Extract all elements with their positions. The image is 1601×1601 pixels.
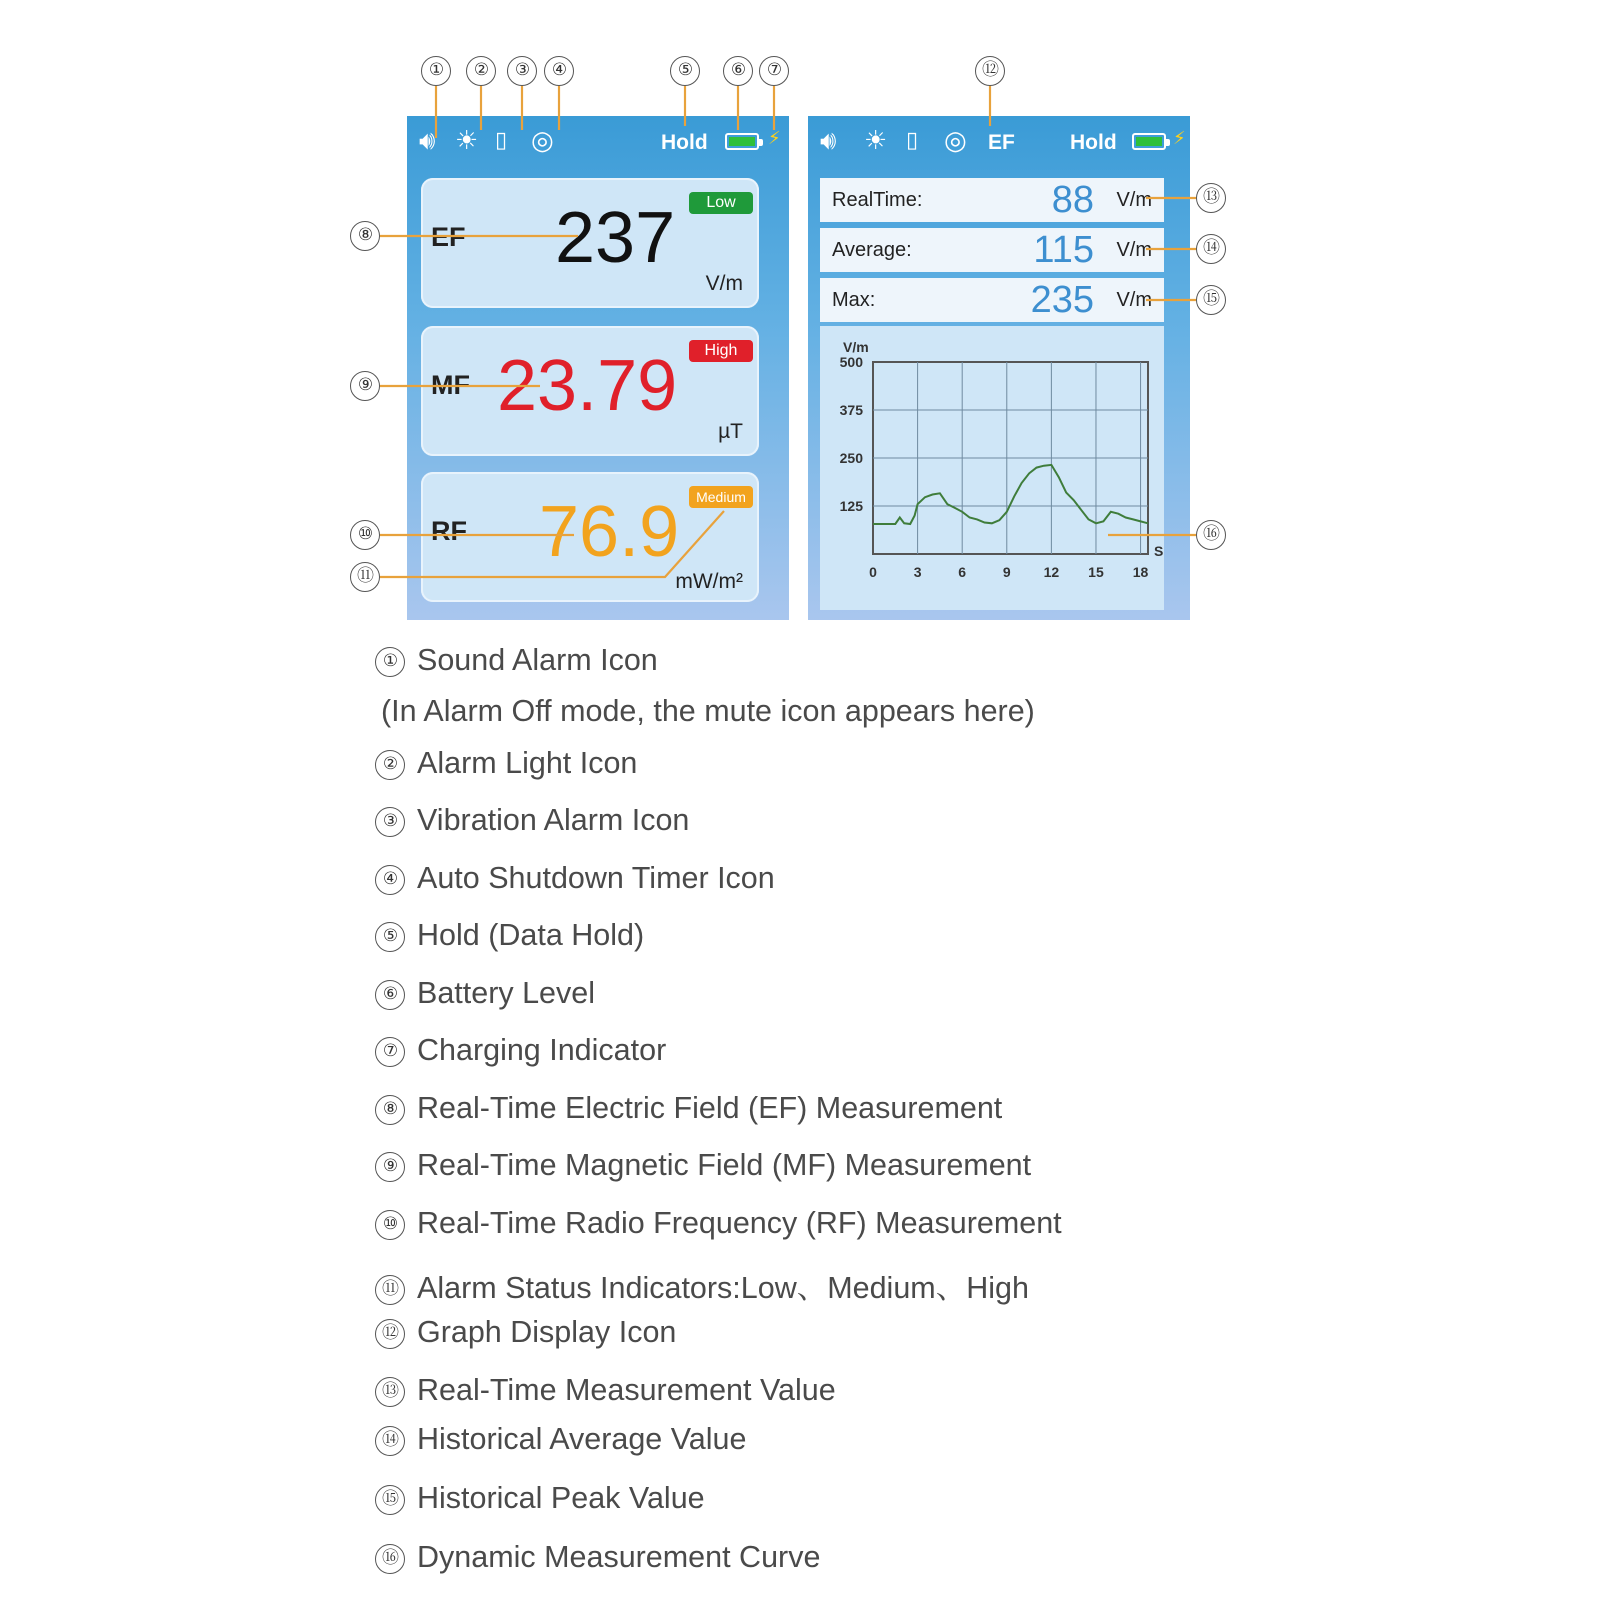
callout-8: ⑧ [350,221,380,251]
bolt-icon: ⚡︎ [1173,128,1186,149]
legend-item [375,861,775,896]
speaker-icon: 🔊︎ [419,126,436,156]
legend-number: ② [375,750,405,780]
legend-item [375,1033,666,1068]
callout-6: ⑥ [723,56,753,86]
callout-13: ⑬ [1196,183,1226,213]
x-tick-label: 15 [1088,564,1104,580]
legend-text: Graph Display Icon [417,1315,677,1349]
legend-item [375,1315,676,1350]
legend-item [375,1091,1002,1126]
legend-text: Historical Average Value [417,1422,747,1456]
timer-icon: ◎ [531,126,554,156]
callout-11: ⑪ [350,562,380,592]
legend-text: Sound Alarm Icon [417,643,658,677]
callout-10: ⑩ [350,520,380,550]
hold-indicator: Hold [661,131,708,154]
y-tick-label: 125 [839,498,863,514]
callout-15: ⑮ [1196,285,1226,315]
legend-text: Dynamic Measurement Curve [417,1540,821,1574]
callout-12: ⑫ [975,56,1005,86]
legend-text: Auto Shutdown Timer Icon [417,861,775,895]
legend-number: ④ [375,865,405,895]
y-tick-label: 500 [839,354,863,370]
legend-number: ⑤ [375,922,405,952]
legend-number: ⑦ [375,1037,405,1067]
legend-text: Hold (Data Hold) [417,918,645,952]
x-tick-label: 3 [913,564,922,580]
rf-unit: mW/m² [675,570,743,593]
x-tick-label: 9 [1002,564,1011,580]
stat-label: RealTime: [832,189,923,211]
legend-number: ⑯ [375,1544,405,1574]
legend-item [375,1263,1029,1307]
legend-item [375,976,595,1011]
measurement-chart [840,339,1164,580]
stat-unit: V/m [1116,239,1152,261]
mf-value: 23.79 [497,346,678,426]
bolt-icon: ⚡︎ [768,128,781,149]
legend-item [375,1422,746,1457]
x-axis-label: S [1154,543,1164,559]
y-axis-label: V/m [843,339,869,355]
legend-item [375,1148,1031,1183]
legend-item [375,1206,1062,1241]
callout-5: ⑤ [670,56,700,86]
timer-icon: ◎ [944,126,967,156]
hold-indicator: Hold [1070,131,1117,154]
callout-16: ⑯ [1196,520,1226,550]
ef-unit: V/m [705,272,743,295]
legend-note: (In Alarm Off mode, the mute icon appears here) [381,694,1035,728]
legend-number: ③ [375,807,405,837]
y-tick-label: 250 [839,450,863,466]
stat-value: 88 [1051,179,1094,221]
legend-number: ⑪ [375,1275,405,1305]
x-tick-label: 12 [1043,564,1060,580]
legend-text: Charging Indicator [417,1033,667,1067]
callout-2: ② [466,56,496,86]
ef-status-badge: Low [689,192,753,214]
stat-unit: V/m [1116,289,1152,311]
legend-number: ⑫ [375,1319,405,1349]
legend-number: ⑭ [375,1426,405,1456]
vibrate-icon: ▯ [495,128,508,153]
legend-text: Battery Level [417,976,596,1010]
legend-number: ① [375,647,405,677]
callout-3: ③ [507,56,537,86]
legend-number: ⑩ [375,1210,405,1240]
legend-text: Alarm Status Indicators:Low、Medium、High [417,1271,1029,1305]
vibrate-icon: ▯ [906,128,919,153]
stat-value: 115 [1033,229,1094,271]
legend-item [375,918,644,953]
legend-item [375,746,637,781]
stat-label: Max: [832,289,876,311]
legend-item [375,1481,705,1516]
legend-text: Historical Peak Value [417,1481,705,1515]
ef-value: 237 [555,198,676,278]
stat-label: Average: [832,239,912,261]
mf-label: MF [431,370,470,400]
legend-item [375,643,658,678]
callout-1: ① [421,56,451,86]
rf-status-badge: Medium [689,486,753,508]
stat-unit: V/m [1116,189,1152,211]
callout-4: ④ [544,56,574,86]
legend-number: ⑮ [375,1485,405,1515]
legend-text: Real-Time Measurement Value [417,1373,836,1407]
callout-7: ⑦ [759,56,789,86]
legend-number: ⑥ [375,980,405,1010]
mf-status-badge: High [689,340,753,362]
bulb-icon: ☀︎ [864,126,888,156]
legend-text: Real-Time Magnetic Field (MF) Measurement [417,1148,1032,1182]
graph-mode-label: EF [988,131,1015,154]
legend-number: ⑨ [375,1152,405,1182]
rf-label: RF [431,516,467,546]
x-tick-label: 0 [869,564,877,580]
y-tick-label: 375 [839,402,863,418]
legend-item [375,1540,820,1575]
legend-item [375,803,689,838]
legend-item [375,1373,836,1408]
speaker-icon: 🔊︎ [820,126,837,156]
legend-text: Vibration Alarm Icon [417,803,690,837]
rf-value: 76.9 [539,492,680,572]
bulb-icon: ☀︎ [455,126,479,156]
x-tick-label: 18 [1132,564,1149,580]
x-tick-label: 6 [958,564,967,580]
legend-text: Real-Time Radio Frequency (RF) Measurement [417,1206,1062,1240]
legend-number: ⑧ [375,1095,405,1125]
ef-label: EF [431,222,466,252]
legend-number: ⑬ [375,1377,405,1407]
callout-14: ⑭ [1196,234,1226,264]
mf-unit: µT [718,420,743,443]
legend-text: Alarm Light Icon [417,746,638,780]
legend-text: Real-Time Electric Field (EF) Measurement [417,1091,1003,1125]
callout-9: ⑨ [350,371,380,401]
stat-value: 235 [1030,279,1094,321]
